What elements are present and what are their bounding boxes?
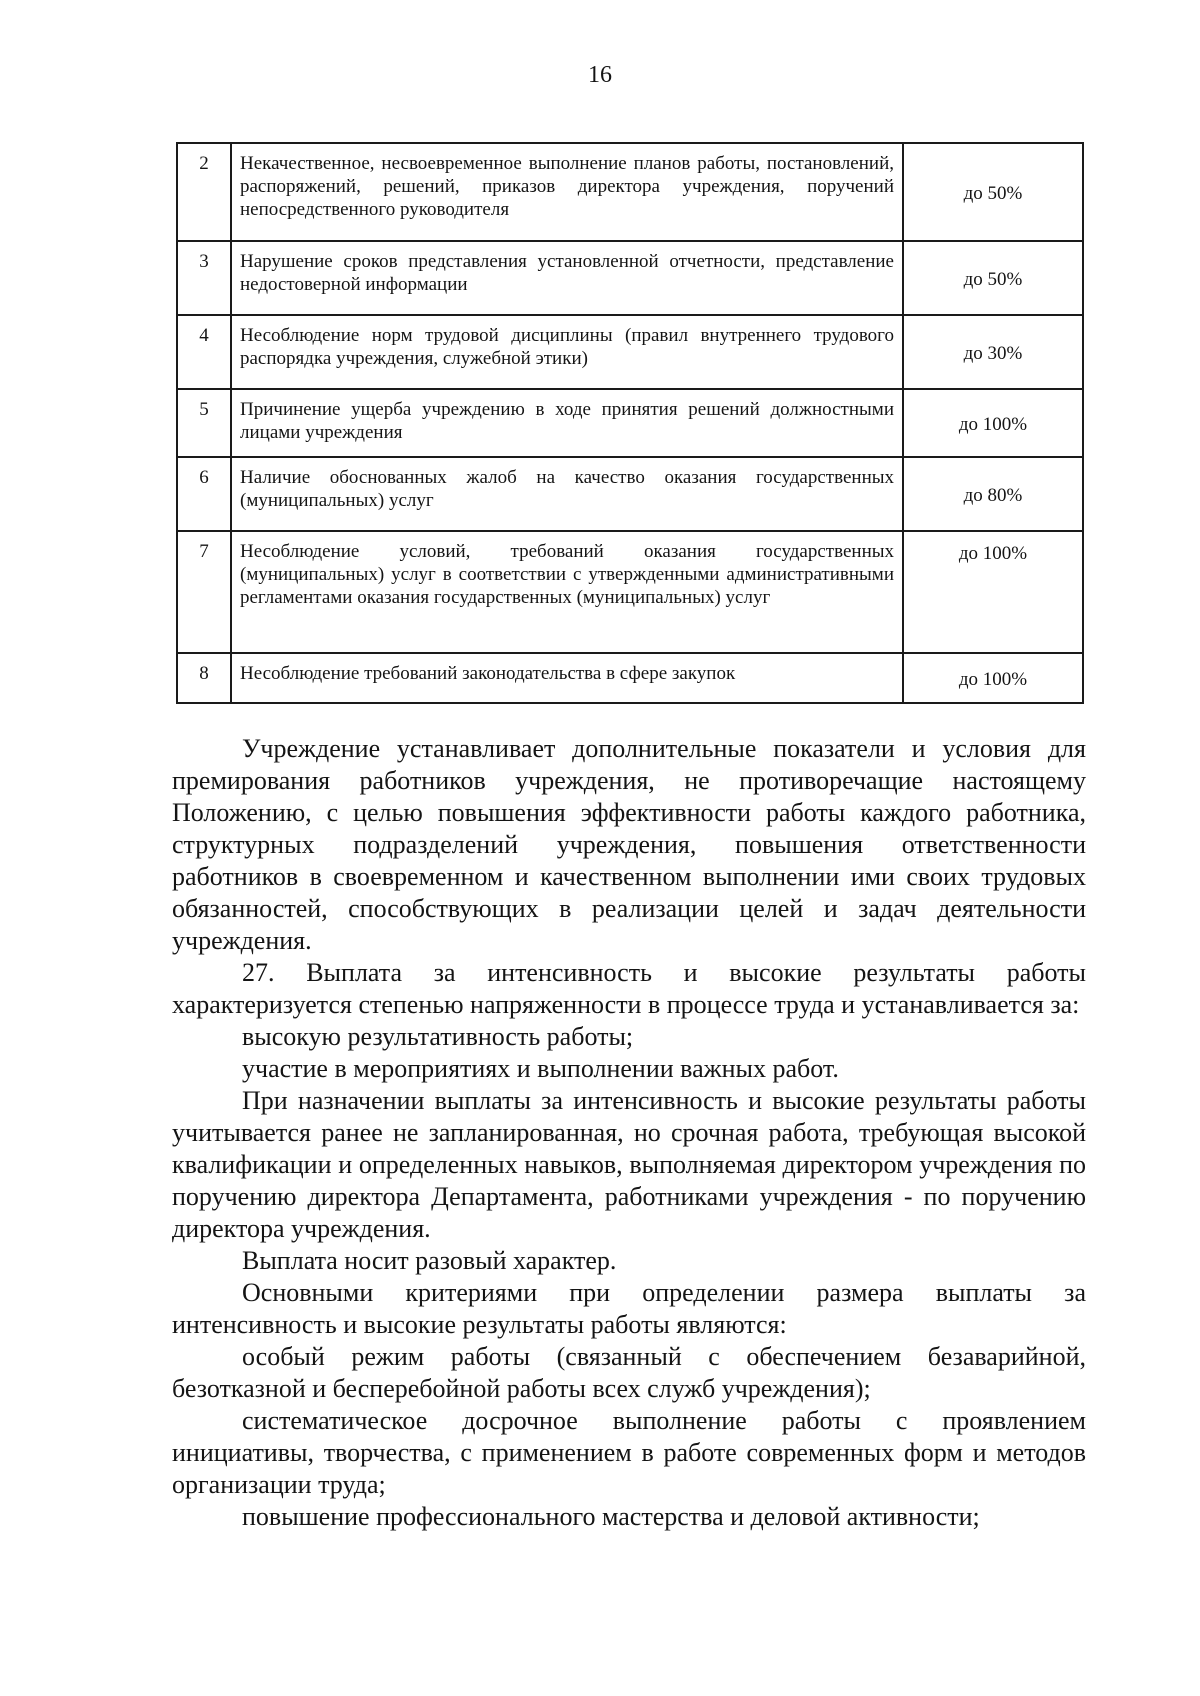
paragraph: Учреждение устанавливает дополнительные показатели и условия для премирования работников учреждения, не противоречащие настоящему Положению, с целью повышения эффективности работы каждого работника, структурных подразделений учреждения, повышения ответственности работников в своевременном и качественном выполнении ими своих трудовых обязанностей, способствующих в реализации целей и задач деятельности учреждения. xyxy=(172,734,1086,955)
table-row xyxy=(177,531,1083,653)
row-description: Нарушение сроков представления установленной отчетности, представление недостоверной информации xyxy=(231,241,903,315)
paragraph: При назначении выплаты за интенсивность и высокие результаты работы учитывается ранее не запланированная, но срочная работа, требующая высокой квалификации и определенных навыков, выполняемая директором учреждения по поручению директора Департамента, работниками учреждения - по поручению директора учреждения. xyxy=(172,1086,1086,1243)
penalty-table xyxy=(176,142,1084,704)
row-number: 7 xyxy=(177,531,231,653)
document-body xyxy=(172,733,1086,1533)
table-row xyxy=(177,143,1083,241)
row-value: до 100% xyxy=(903,531,1083,653)
paragraph: Основными критериями при определении размера выплаты за интенсивность и высокие результаты работы являются: xyxy=(172,1278,1086,1339)
row-number: 2 xyxy=(177,143,231,241)
list-item: особый режим работы (связанный с обеспечением безаварийной, безотказной и бесперебойной работы всех служб учреждения); xyxy=(172,1342,1086,1403)
list-item: повышение профессионального мастерства и деловой активности; xyxy=(242,1502,980,1531)
table-row xyxy=(177,653,1083,703)
list-item: участие в мероприятиях и выполнении важных работ. xyxy=(242,1054,839,1083)
row-value: до 30% xyxy=(903,315,1083,389)
row-number: 5 xyxy=(177,389,231,457)
row-description: Несоблюдение требований законодательства в сфере закупок xyxy=(231,653,903,703)
row-description: Несоблюдение норм трудовой дисциплины (правил внутреннего трудового распорядка учреждения, служебной этики) xyxy=(231,315,903,389)
row-number: 3 xyxy=(177,241,231,315)
row-number: 4 xyxy=(177,315,231,389)
table-row xyxy=(177,241,1083,315)
row-description: Некачественное, несвоевременное выполнение планов работы, постановлений, распоряжений, решений, приказов директора учреждения, поручений непосредственного руководителя xyxy=(231,143,903,241)
row-description: Несоблюдение условий, требований оказания государственных (муниципальных) услуг в соответствии с утвержденными административными регламентами оказания государственных (муниципальных) услуг xyxy=(231,531,903,653)
row-value: до 50% xyxy=(903,143,1083,241)
paragraph: 27. Выплата за интенсивность и высокие результаты работы характеризуется степенью напряженности в процессе труда и устанавливается за: xyxy=(172,958,1086,1019)
table-row xyxy=(177,389,1083,457)
list-item: систематическое досрочное выполнение работы с проявлением инициативы, творчества, с применением в работе современных форм и методов организации труда; xyxy=(172,1406,1086,1499)
row-value: до 100% xyxy=(903,389,1083,457)
row-number: 6 xyxy=(177,457,231,531)
table-row xyxy=(177,457,1083,531)
table-row xyxy=(177,315,1083,389)
row-value: до 80% xyxy=(903,457,1083,531)
row-value: до 100% xyxy=(903,653,1083,703)
paragraph: Выплата носит разовый характер. xyxy=(242,1246,617,1275)
row-number: 8 xyxy=(177,653,231,703)
row-description: Наличие обоснованных жалоб на качество оказания государственных (муниципальных) услуг xyxy=(231,457,903,531)
list-item: высокую результативность работы; xyxy=(242,1022,634,1051)
row-value: до 50% xyxy=(903,241,1083,315)
row-description: Причинение ущерба учреждению в ходе принятия решений должностными лицами учреждения xyxy=(231,389,903,457)
page-number: 16 xyxy=(588,62,612,88)
